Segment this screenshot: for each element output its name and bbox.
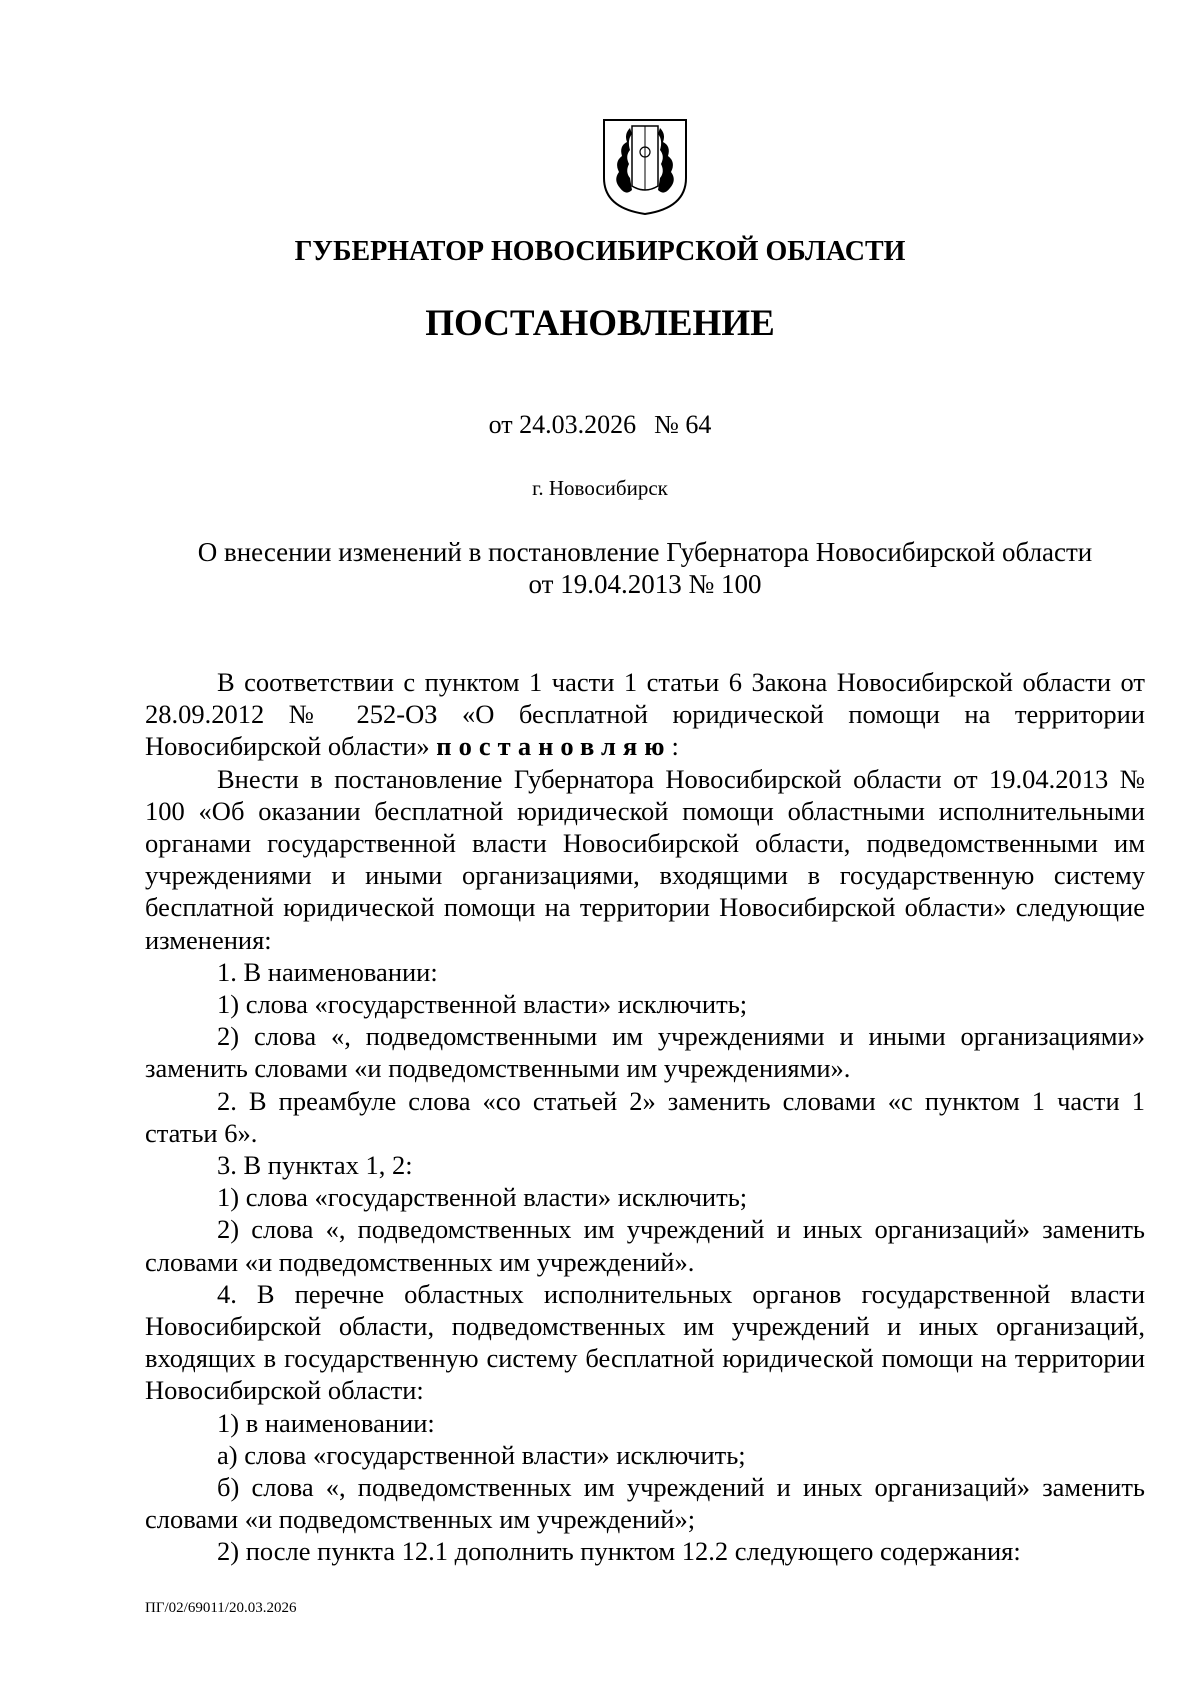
preamble-colon: : xyxy=(671,731,679,762)
document-subject xyxy=(165,536,1125,600)
decree-word: постановляю xyxy=(436,731,672,762)
subject-line-2: от 19.04.2013 № 100 xyxy=(528,569,762,599)
document-number: № 64 xyxy=(654,410,712,439)
body-paragraph: 2. В преамбуле слова «со статьей 2» заменить словами «с пунктом 1 части 1 статьи 6». xyxy=(145,1085,1145,1148)
body-paragraph: Внести в постановление Губернатора Новосибирской области от 19.04.2013 № 100 «Об оказании бесплатной юридической помощи областными исполнительными органами государственной власти Новосибирской области, подведомственными им учреждениями и иными организациями, входящими в государственную систему бесплатной юридической помощи на территории Новосибирской области» следующие изменения: xyxy=(145,763,1145,955)
document-date: от 24.03.2026 xyxy=(488,410,637,439)
body-paragraph: а) слова «государственной власти» исключить; xyxy=(217,1439,746,1470)
document-body xyxy=(145,666,1145,1568)
body-paragraph: б) слова «, подведомственных им учреждений и иных организаций» заменить словами «и подведомственных им учреждений»; xyxy=(145,1472,1145,1535)
document-type: ПОСТАНОВЛЕНИЕ xyxy=(425,303,775,344)
authority-title: ГУБЕРНАТОР НОВОСИБИРСКОЙ ОБЛАСТИ xyxy=(294,236,906,267)
date-line xyxy=(0,410,1200,440)
document-code: ПГ/02/69011/20.03.2026 xyxy=(145,1600,297,1616)
body-paragraph: 3. В пунктах 1, 2: xyxy=(217,1150,413,1181)
body-paragraph: 1. В наименовании: xyxy=(217,956,438,987)
body-paragraph: 1) в наименовании: xyxy=(217,1407,435,1438)
subject-line-1: О внесении изменений в постановление Губернатора Новосибирской области xyxy=(197,537,1093,567)
city: г. Новосибирск xyxy=(532,476,668,500)
body-paragraph: 2) слова «, подведомственных им учреждений и иных организаций» заменить словами «и подведомственных им учреждений». xyxy=(145,1214,1145,1277)
preamble-paragraph xyxy=(145,666,1145,763)
preamble-text: В соответствии с пунктом 1 части 1 статьи 6 Закона Новосибирской области от 28.09.2012 № 252-ОЗ «О бесплатной юридической помощи на территории Новосибирской области» xyxy=(145,667,1145,762)
body-paragraph: 4. В перечне областных исполнительных органов государственной власти Новосибирской области, подведомственных им учреждений и иных организаций, входящих в государственную систему бесплатной юридической помощи на территории Новосибирской области: xyxy=(145,1278,1145,1406)
body-paragraph: 1) слова «государственной власти» исключить; xyxy=(217,989,748,1020)
body-paragraph: 1) слова «государственной власти» исключить; xyxy=(217,1182,748,1213)
coat-of-arms-emblem xyxy=(600,116,690,216)
body-paragraph: 2) после пункта 12.1 дополнить пунктом 12.2 следующего содержания: xyxy=(217,1536,1021,1567)
body-paragraph: 2) слова «, подведомственными им учреждениями и иными организациями» заменить словами «и подведомственными им учреждениями». xyxy=(145,1021,1145,1084)
